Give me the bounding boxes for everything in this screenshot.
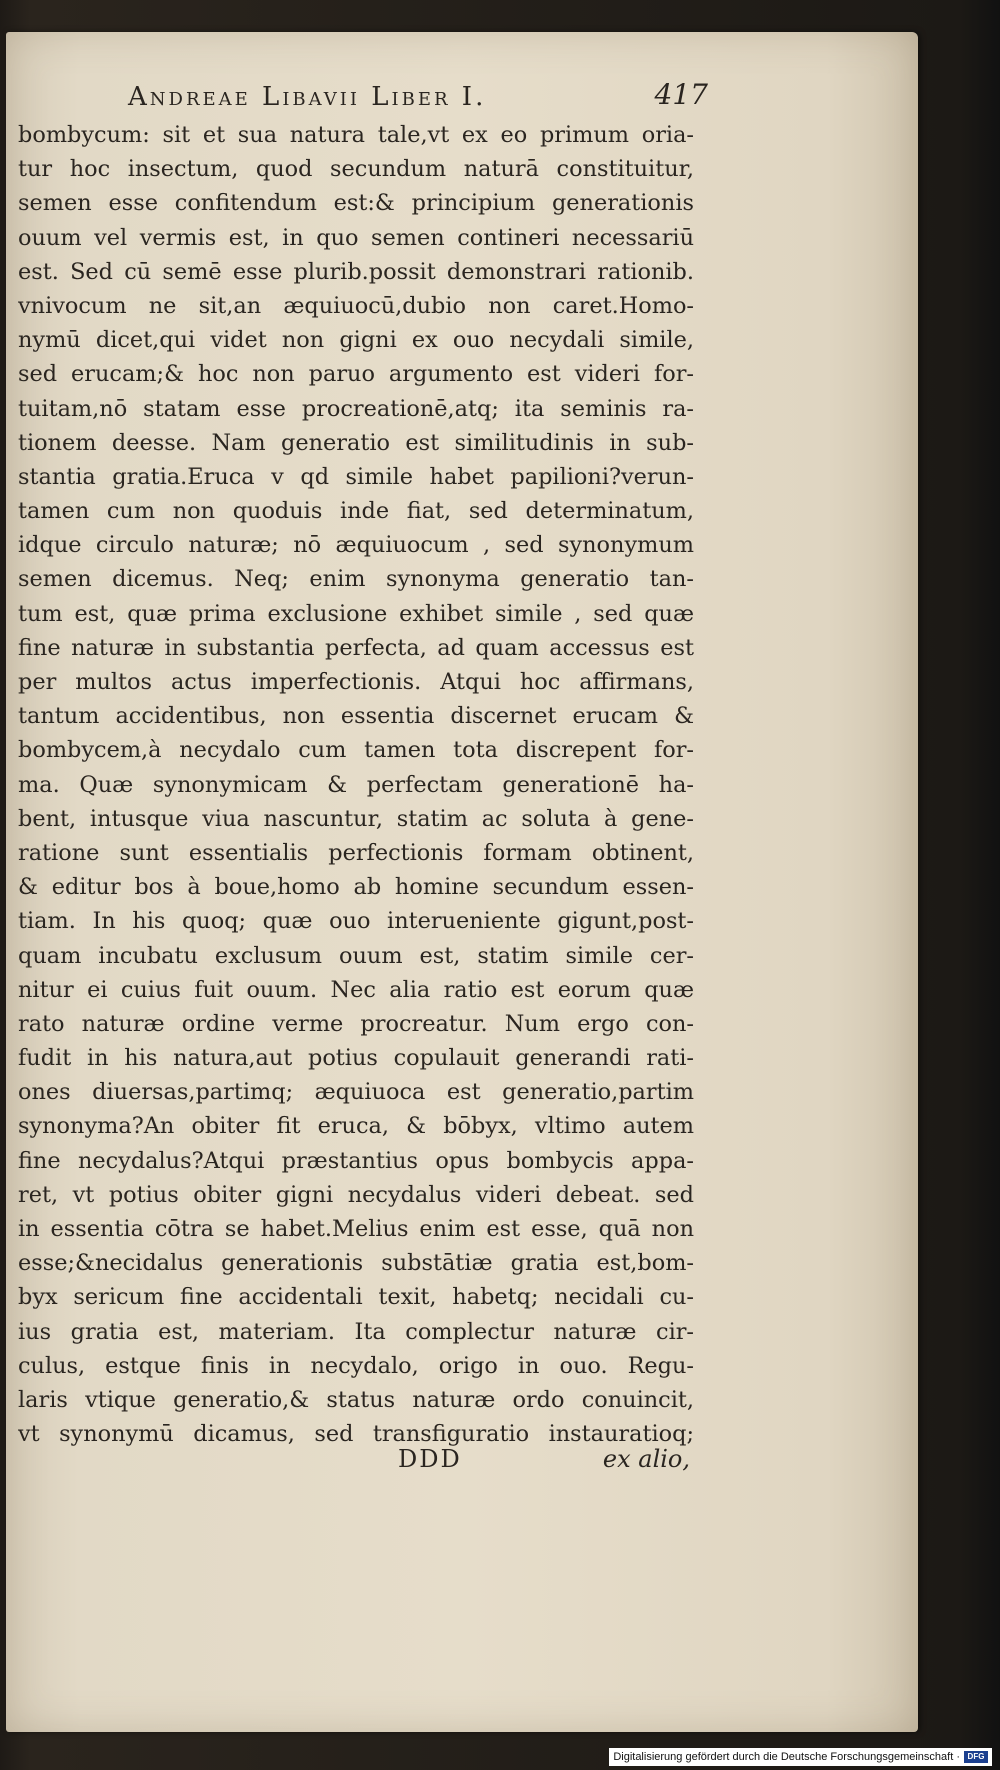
text-line: fudit in his natura,aut potius copulauit generandi rati- (18, 1045, 694, 1072)
text-line: ouum vel vermis est, in quo semen contineri necessariū (18, 224, 694, 251)
text-line: culus, estque finis in necydalo, origo in ouo. Regu- (18, 1352, 694, 1379)
text-line: semen dicemus. Neq; enim synonyma generatio tan- (18, 566, 694, 593)
text-line: nitur ei cuius fuit ouum. Nec alia ratio est eorum quæ (18, 976, 694, 1003)
text-line: idque circulo naturæ; nō æquiuocum , sed synonymum (18, 532, 694, 559)
catchword: ex alio, (602, 1445, 690, 1473)
text-line: & editur bos à boue,homo ab homine secundum essen- (18, 874, 694, 901)
text-line: tuitam,nō statam esse procreationē,atq; ita seminis ra- (18, 395, 694, 422)
text-line: fine naturæ in substantia perfecta, ad quam accessus est (18, 634, 694, 661)
text-line: synonyma?An obiter fit eruca, & bōbyx, vltimo autem (18, 1113, 694, 1140)
text-line: tiam. In his quoq; quæ ouo interueniente gigunt,post- (18, 908, 694, 935)
text-line: nymū dicet,qui videt non gigni ex ouo necydali simile, (18, 327, 694, 354)
text-line: quam incubatu exclusum ouum est, statim simile cer- (18, 942, 694, 969)
text-line: per multos actus imperfectionis. Atqui hoc affirmans, (18, 669, 694, 695)
text-line: tur hoc insectum, quod secundum naturā constituitur, (18, 156, 694, 183)
signature-mark: DDD (398, 1445, 462, 1473)
body-text (18, 118, 694, 1451)
text-line: ius gratia est, materiam. Ita complectur naturæ cir- (18, 1318, 694, 1345)
page-number: 417 (654, 78, 708, 111)
text-line: bent, intusque viua nascuntur, statim ac soluta à gene- (18, 805, 694, 832)
text-line: ratione sunt essentialis perfectionis formam obtinent, (18, 839, 694, 866)
text-line: fine necydalus?Atqui præstantius opus bombycis appa- (18, 1147, 694, 1174)
text-line: tionem deesse. Nam generatio est similitudinis in sub- (18, 429, 694, 456)
text-line: vt synonymū dicamus, sed transfiguratio instauratioq; (18, 1421, 694, 1448)
credit-text: Digitalisierung gefördert durch die Deutsche Forschungsgemeinschaft · (613, 1751, 960, 1763)
text-line: ones diuersas,partimq; æquiuoca est generatio,partim (18, 1079, 694, 1106)
text-line: sed erucam;& hoc non paruo argumento est videri for- (18, 361, 694, 388)
digitization-credit (609, 1748, 992, 1766)
dfg-logo-icon: DFG (964, 1751, 988, 1763)
text-line: semen esse confitendum est:& principium generationis (18, 190, 694, 217)
text-line: byx sericum fine accidentali texit, habetq; necidali cu- (18, 1284, 694, 1311)
text-line: bombycum: sit et sua natura tale,vt ex eo primum oria- (18, 122, 694, 148)
text-line: stantia gratia.Eruca v qd simile habet papilioni?verun- (18, 463, 694, 490)
text-line: ma. Quæ synonymicam & perfectam generationē ha- (18, 771, 694, 798)
text-line: ret, vt potius obiter gigni necydalus videri debeat. sed (18, 1181, 694, 1208)
text-line: laris vtique generatio,& status naturæ ordo conuincit, (18, 1386, 694, 1413)
text-line: esse;&necidalus generationis substātiæ gratia est,bom- (18, 1250, 694, 1277)
text-line: vnivocum ne sit,an æquiuocū,dubio non caret.Homo- (18, 292, 694, 319)
text-line: tum est, quæ prima exclusione exhibet simile , sed quæ (18, 600, 694, 627)
text-line: rato naturæ ordine verme procreatur. Num ergo con- (18, 1010, 694, 1037)
text-line: tantum accidentibus, non essentia discernet erucam & (18, 703, 694, 730)
text-line: tamen cum non quoduis inde fiat, sed determinatum, (18, 498, 694, 525)
text-line: in essentia cōtra se habet.Melius enim est esse, quā non (18, 1216, 694, 1242)
text-line: bombycem,à necydalo cum tamen tota discrepent for- (18, 737, 694, 764)
page-footer (390, 1445, 690, 1485)
running-header (128, 78, 708, 122)
text-line: est. Sed cū semē esse plurib.possit demonstrari rationib. (18, 258, 694, 285)
running-title: Andreae Libavii Liber I. (128, 82, 487, 112)
